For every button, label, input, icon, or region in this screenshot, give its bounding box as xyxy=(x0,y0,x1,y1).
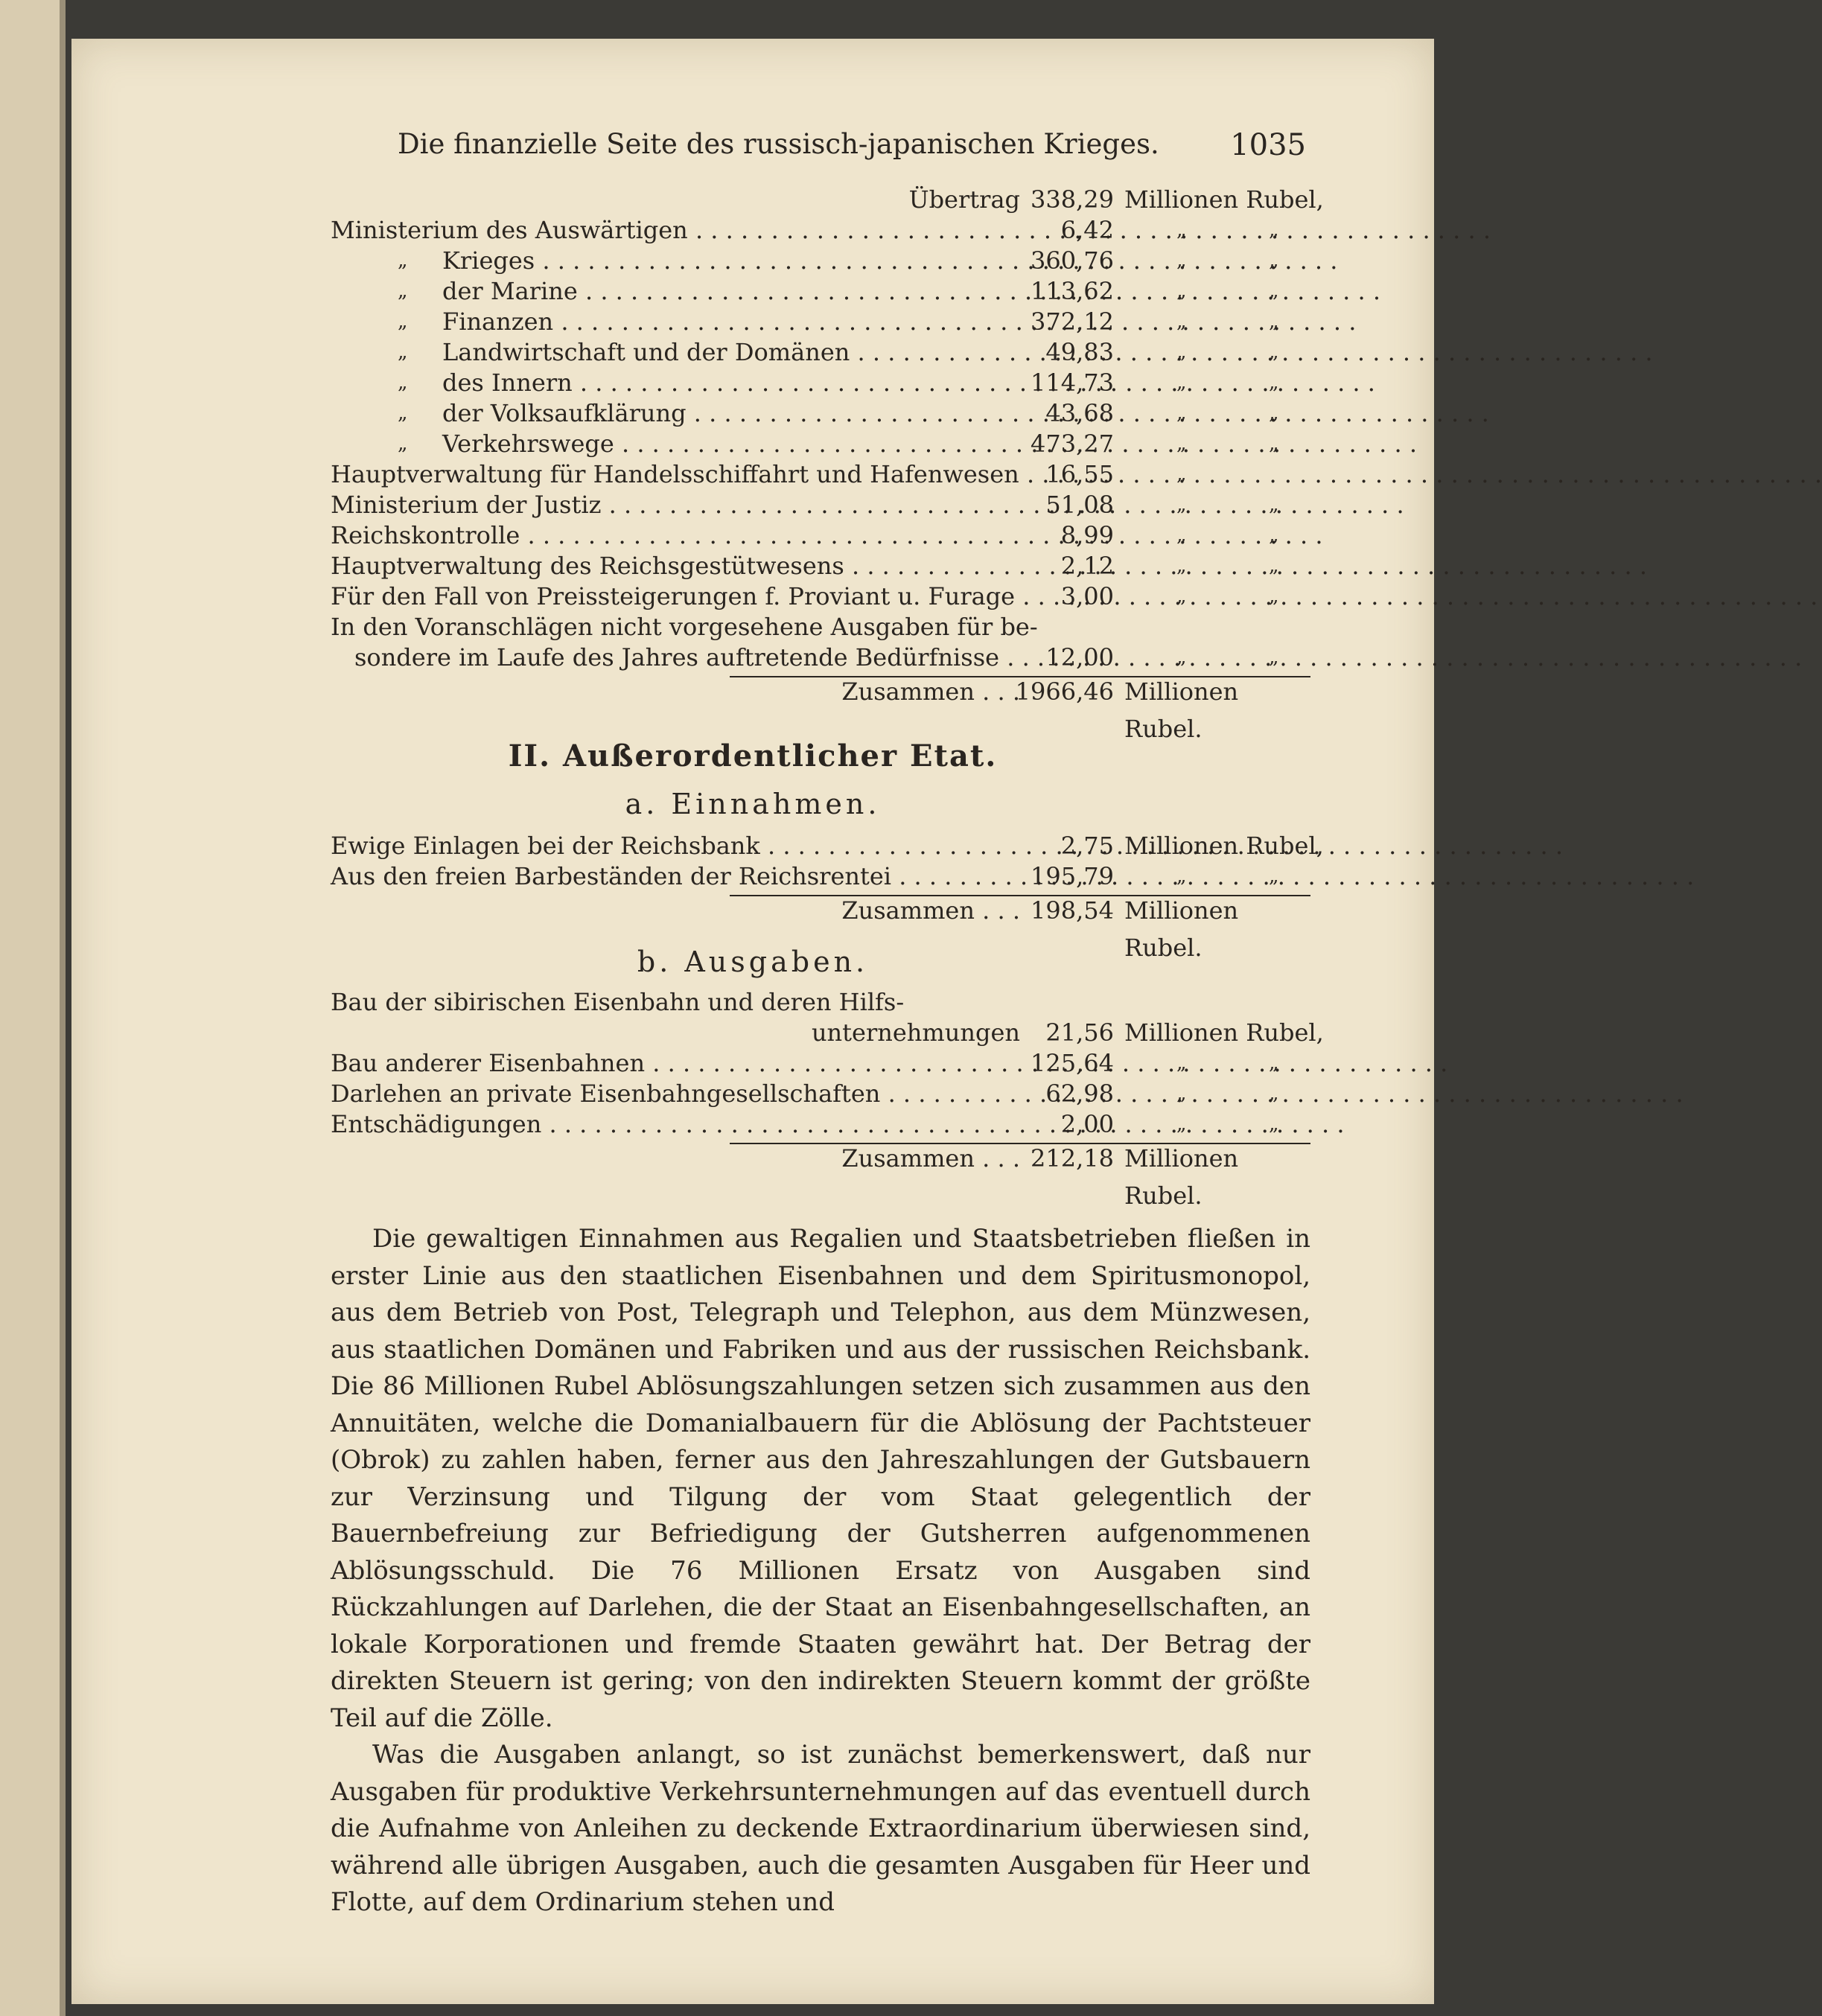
budget-row xyxy=(331,520,1310,551)
ditto-mark: „ xyxy=(1176,341,1187,363)
income-unit-1: Millionen Rubel, xyxy=(1124,832,1324,860)
sum-unit: Millionen Rubel. xyxy=(1124,677,1239,743)
ditto-mark: „ xyxy=(1176,310,1187,333)
row-label: der Volksaufklärung xyxy=(442,399,687,427)
multiline-value: 12,00 xyxy=(1045,643,1114,672)
row-value: 2,12 xyxy=(1060,552,1114,580)
expense-label: Darlehen an private Eisenbahngesellschaften xyxy=(331,1079,881,1108)
ditto-mark: „ xyxy=(398,371,408,394)
ditto-mark: „ xyxy=(1269,280,1279,302)
row-prefix: Ministerium des xyxy=(331,216,528,244)
ditto-mark: „ xyxy=(1269,371,1279,394)
ordinary-expenses-table xyxy=(331,185,1324,743)
row-value: 473,27 xyxy=(1031,430,1114,458)
expense-sum-unit: Millionen Rubel. xyxy=(1124,1144,1239,1210)
budget-row xyxy=(331,276,1310,307)
row-label: des Innern xyxy=(442,369,573,397)
ditto-mark: „ xyxy=(398,433,408,455)
ditto-mark: „ xyxy=(1269,555,1279,577)
ditto-mark: „ xyxy=(398,402,408,424)
budget-row xyxy=(331,429,1310,459)
ditto-mark: „ xyxy=(1269,524,1279,546)
row-value: 113,62 xyxy=(1031,277,1114,305)
row-label: der Marine xyxy=(442,277,578,305)
paragraph-1: Die gewaltigen Einnahmen aus Regalien und Staatsbetrieben fließen in erster Linie aus den staatlichen Eisenbahnen und dem Spiritusmonopol, aus dem Betrieb von Post, Telegraph und Telephon, aus dem Münzwesen, aus staatlichen Domänen und Fabriken und aus der russischen Reichsbank. Die 86 Millionen Rubel Ablösungszahlungen setzen sich zusammen aus den Annuitäten, welche die Domanialbauern für die Ablösung der Pachtsteuer (Obrok) zu zahlen haben, ferner aus den Jahreszahlungen der Gutsbauern zur Verzinsung und Tilgung der vom Staat gelegentlich der Bauernbefreiung zur Befriedigung der Gutsherren aufgenommenen Ablösungsschuld. Die 76 Millionen Ersatz von Ausgaben sind Rückzahlungen auf Darlehen, die der Staat an Eisenbahngesellschaften, an lokale Korporationen und fremde Staaten gewährt hat. Der Betrag der direkten Steuern ist gering; von den indirekten Steuern kommt der größte Teil auf die Zölle. xyxy=(331,1224,1310,1733)
carry-label: Übertrag xyxy=(908,185,1020,214)
row-value: 16,55 xyxy=(1045,460,1114,488)
ditto-mark: „ xyxy=(1176,1082,1187,1105)
ditto-mark: „ xyxy=(1269,341,1279,363)
expense-row-1a xyxy=(331,987,1310,1018)
row-value: 114,73 xyxy=(1031,369,1114,397)
expense-value: 125,64 xyxy=(1031,1049,1114,1077)
expense-row-1b xyxy=(331,1018,1324,1048)
ditto-mark: „ xyxy=(1176,1113,1187,1135)
body-text xyxy=(331,1221,1310,1921)
expense-label-1: Bau der sibirischen Eisenbahn und deren Hilfs- xyxy=(331,988,905,1016)
ditto-mark: „ xyxy=(1269,1082,1279,1105)
row-label: Auswärtigen xyxy=(535,216,688,244)
ditto-mark: „ xyxy=(1176,249,1187,272)
budget-row xyxy=(331,246,1310,276)
sum-label: Zusammen . . . xyxy=(841,677,1020,706)
sum-row xyxy=(331,673,1310,743)
row-value: 51,08 xyxy=(1045,491,1114,519)
ditto-mark: „ xyxy=(1176,280,1187,302)
row-value: 6,42 xyxy=(1060,216,1114,244)
ditto-mark: „ xyxy=(1269,865,1279,887)
ditto-mark: „ xyxy=(1176,433,1187,455)
expense-row xyxy=(331,1048,1310,1079)
expense-value: 2,00 xyxy=(1060,1110,1114,1138)
income-label-2: Aus den freien Barbeständen der Reichsrentei xyxy=(331,862,892,890)
income-sum-unit: Millionen Rubel. xyxy=(1124,896,1239,962)
expense-label-1-cont: unternehmungen xyxy=(811,1018,1020,1047)
ditto-mark: „ xyxy=(1176,494,1187,516)
income-value-1: 2,75 xyxy=(1060,832,1114,860)
ditto-mark: „ xyxy=(1269,310,1279,333)
income-sum-value: 198,54 xyxy=(1031,896,1114,925)
expense-row xyxy=(331,1079,1310,1109)
expense-sum-label: Zusammen . . . xyxy=(841,1144,1020,1173)
carry-over-row xyxy=(331,185,1324,215)
ditto-mark: „ xyxy=(1176,646,1187,669)
ditto-mark: „ xyxy=(1269,646,1279,669)
row-value: 372,12 xyxy=(1031,307,1114,336)
ditto-mark: „ xyxy=(1176,1052,1187,1074)
ditto-mark: „ xyxy=(1176,402,1187,424)
income-row-2 xyxy=(331,861,1310,892)
row-label: Landwirtschaft und der Domänen xyxy=(442,338,850,366)
row-label: Ministerium der Justiz xyxy=(331,491,602,519)
ditto-mark: „ xyxy=(398,310,408,333)
ditto-mark: „ xyxy=(1269,249,1279,272)
budget-row xyxy=(331,337,1310,368)
ditto-mark: „ xyxy=(1269,402,1279,424)
sum-value: 1966,46 xyxy=(1015,677,1114,706)
ditto-mark: „ xyxy=(1176,371,1187,394)
ditto-mark: „ xyxy=(1269,219,1279,241)
multiline-row-2 xyxy=(331,642,1310,673)
ditto-mark: „ xyxy=(1269,433,1279,455)
row-value: 360,76 xyxy=(1031,246,1114,275)
expense-label: Entschädigungen xyxy=(331,1110,542,1138)
ditto-mark: „ xyxy=(1269,585,1279,607)
ditto-mark: „ xyxy=(398,280,408,302)
budget-row xyxy=(331,551,1310,581)
row-value: 3,00 xyxy=(1060,582,1114,610)
carry-value: 338,29 xyxy=(1031,185,1114,214)
page-number: 1035 xyxy=(1230,128,1306,162)
budget-row xyxy=(331,581,1310,612)
expense-unit-1: Millionen Rubel, xyxy=(1124,1018,1324,1047)
header-title: Die finanzielle Seite des russisch-japanischen Krieges. xyxy=(398,128,1159,160)
ditto-mark: „ xyxy=(1176,524,1187,546)
expense-label: Bau anderer Eisenbahnen xyxy=(331,1049,646,1077)
row-label: Finanzen xyxy=(442,307,554,336)
ditto-mark: „ xyxy=(1176,219,1187,241)
ditto-mark: „ xyxy=(398,341,408,363)
carry-unit: Millionen Rubel, xyxy=(1124,185,1324,214)
subsection-a-heading: a. Einnahmen. xyxy=(625,788,881,820)
budget-row xyxy=(331,459,1310,490)
row-label: Reichskontrolle xyxy=(331,521,520,549)
expense-value-1: 21,56 xyxy=(1045,1018,1114,1047)
ditto-mark: „ xyxy=(1176,555,1187,577)
row-label: Verkehrswege xyxy=(442,430,614,458)
multiline-label-1: In den Voranschlägen nicht vorgesehene Ausgaben für be- xyxy=(331,613,1038,641)
ditto-mark: „ xyxy=(1269,1113,1279,1135)
paragraph-2: Was die Ausgaben anlangt, so ist zunächst bemerkenswert, daß nur Ausgaben für produktive Verkehrsunternehmungen auf das eventuell durch die Aufnahme von Anleihen zu deckende Extraordinarium überwiesen sind, während alle übrigen Ausgaben, auch die gesamten Ausgaben für Heer und Flotte, auf dem Ordinarium stehen und xyxy=(331,1740,1310,1917)
ditto-mark: „ xyxy=(398,249,408,272)
ditto-mark: „ xyxy=(1269,494,1279,516)
running-header xyxy=(398,128,1306,160)
left-page-edge xyxy=(0,0,66,2016)
budget-row xyxy=(331,215,1310,246)
subsection-b-heading: b. Ausgaben. xyxy=(637,945,869,978)
budget-row xyxy=(331,307,1310,337)
ditto-mark: „ xyxy=(1176,463,1187,485)
multiline-label-2: sondere im Laufe des Jahres auftretende Bedürfnisse . . . xyxy=(354,642,972,673)
budget-row xyxy=(331,368,1310,398)
book-page xyxy=(71,39,1434,2004)
income-row-1 xyxy=(331,831,1324,861)
expense-sum-row xyxy=(331,1140,1310,1210)
budget-row xyxy=(331,398,1310,429)
expense-value: 62,98 xyxy=(1045,1079,1114,1108)
expenses-table xyxy=(331,987,1324,1210)
section-heading: II. Außerordentlicher Etat. xyxy=(508,739,998,773)
income-sum-label: Zusammen . . . xyxy=(841,896,1020,925)
row-label: Krieges xyxy=(442,246,535,275)
ditto-mark: „ xyxy=(1269,1052,1279,1074)
row-label: Für den Fall von Preissteigerungen f. Proviant u. Furage xyxy=(331,582,1016,610)
expense-sum-value: 212,18 xyxy=(1031,1144,1114,1173)
expense-row xyxy=(331,1109,1310,1140)
row-label: Hauptverwaltung für Handelsschiffahrt und Hafenwesen xyxy=(331,460,1019,488)
budget-row xyxy=(331,490,1310,520)
income-label-1: Ewige Einlagen bei der Reichsbank xyxy=(331,832,760,860)
row-label: Hauptverwaltung des Reichsgestütwesens xyxy=(331,552,844,580)
multiline-row-1 xyxy=(331,612,1310,642)
row-value: 43,68 xyxy=(1045,399,1114,427)
ditto-mark: „ xyxy=(1176,585,1187,607)
row-value: 49,83 xyxy=(1045,338,1114,366)
row-value: 8,99 xyxy=(1060,521,1114,549)
ditto-mark: „ xyxy=(1176,865,1187,887)
income-value-2: 195,79 xyxy=(1031,862,1114,890)
